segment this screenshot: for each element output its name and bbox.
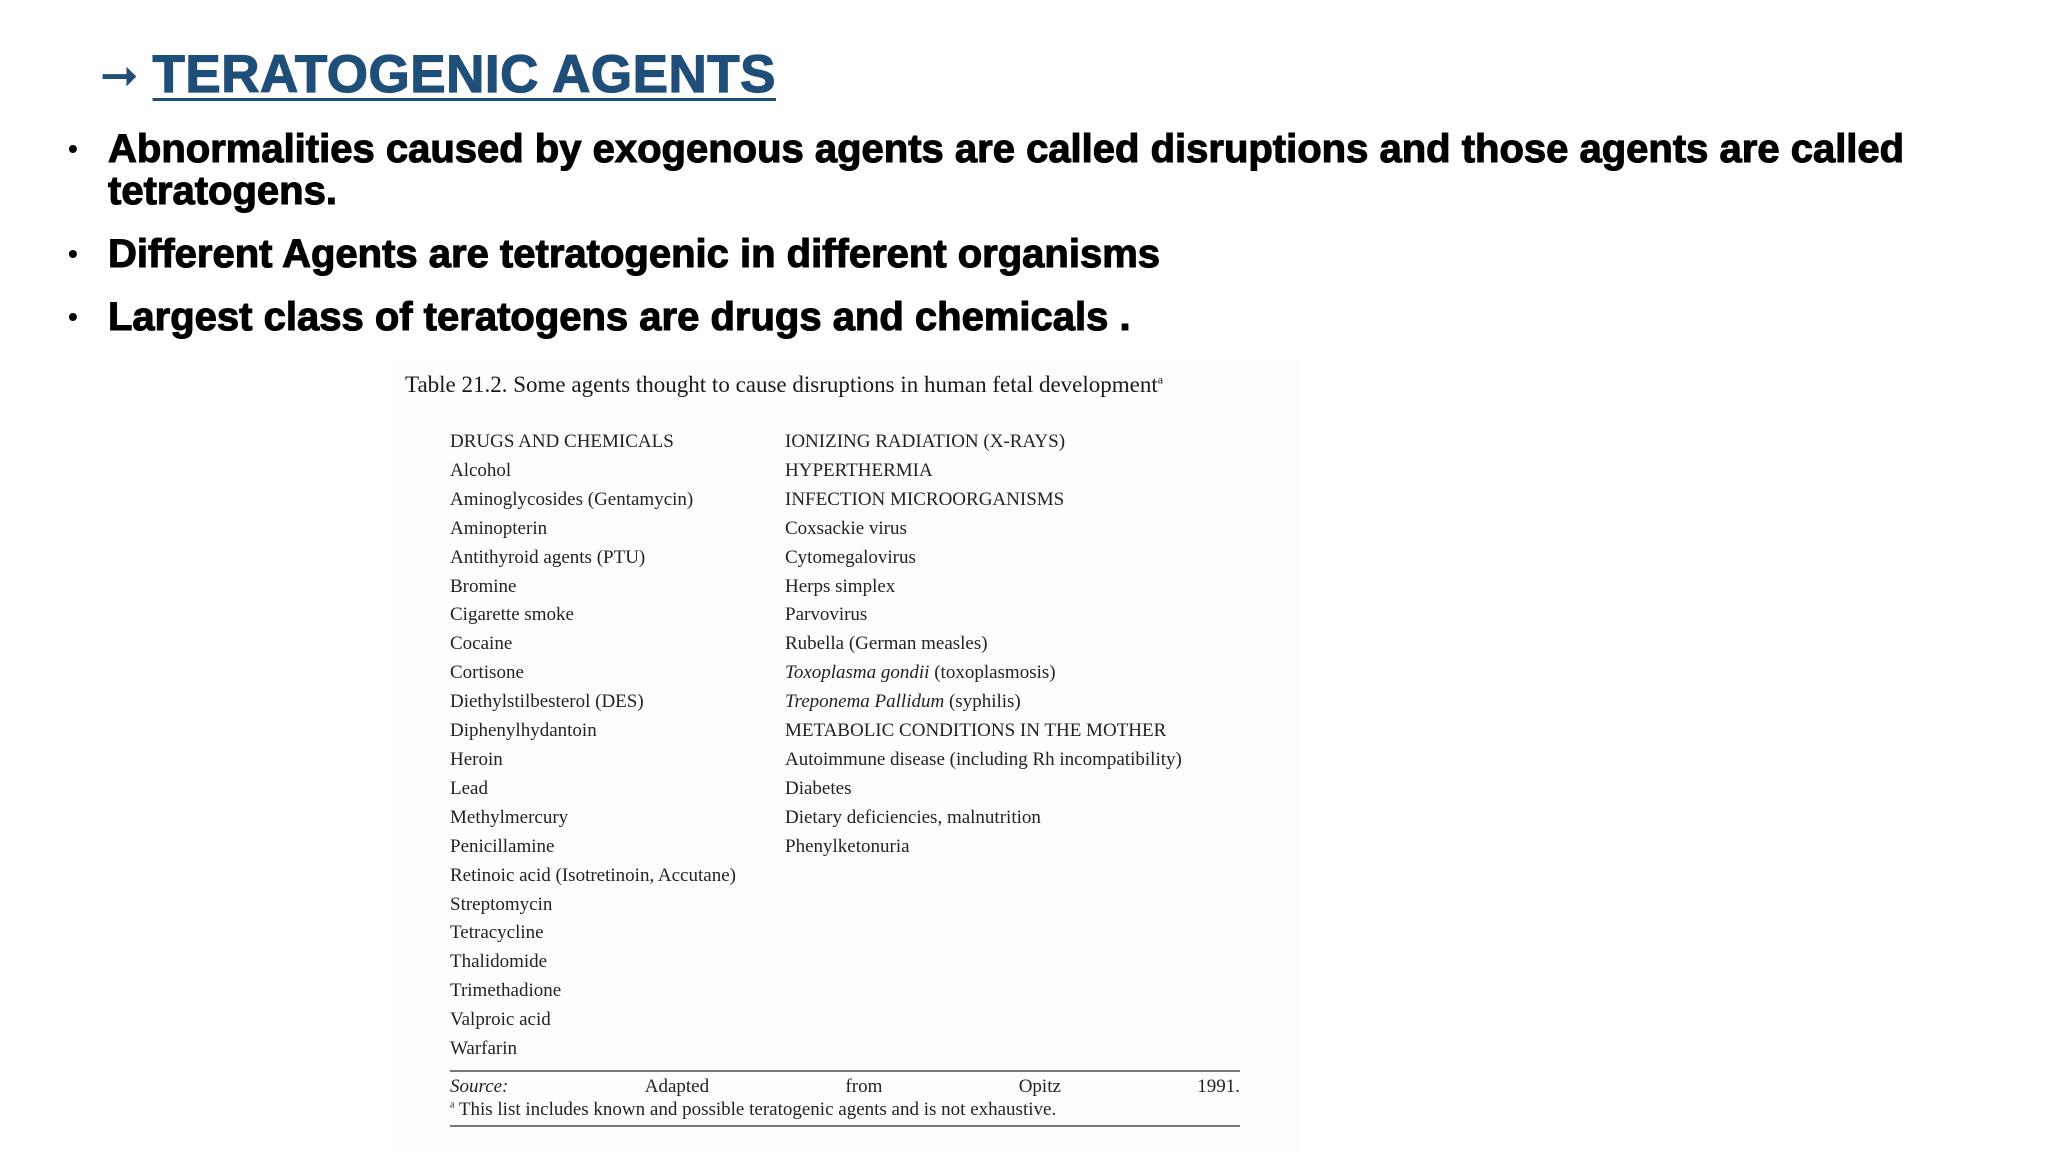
- table-entry: Lead: [450, 777, 488, 799]
- table-entry: Dietary deficiencies, malnutrition: [785, 806, 1041, 828]
- table-entry: Methylmercury: [450, 806, 569, 828]
- table-entry: Herps simplex: [785, 575, 896, 597]
- table-entry: Streptomycin: [450, 893, 553, 915]
- source-label: Source:: [450, 1076, 509, 1097]
- table-entry: Heroin: [450, 748, 503, 770]
- table-entry: Phenylketonuria: [785, 835, 910, 857]
- table-entry: Aminoglycosides (Gentamycin): [450, 488, 694, 510]
- right-arrow-icon: ➞: [100, 47, 139, 102]
- caption-text: Table 21.2. Some agents thought to cause disruptions in human fetal development: [405, 372, 1158, 397]
- caption-footnote-marker: a: [1157, 372, 1164, 387]
- table-footnote: [450, 1099, 1056, 1121]
- organism-name: Toxoplasma gondii: [785, 662, 930, 684]
- bullet-text: Largest class of teratogens are drugs and chemicals .: [108, 295, 1131, 339]
- table-divider-top: [450, 1070, 1240, 1072]
- condition-name: (toxoplasmosis): [929, 662, 1056, 684]
- bullet-dot-icon: •: [68, 238, 78, 269]
- table-entry: Cortisone: [450, 662, 524, 684]
- table-entry: Diphenylhydantoin: [450, 720, 597, 742]
- table-entry: Alcohol: [450, 459, 512, 481]
- bullet-text: Different Agents are tetratogenic in different organisms: [108, 232, 1161, 276]
- table-entry: Trimethadione: [450, 980, 562, 1002]
- table-caption: [405, 372, 1163, 398]
- right-column: [785, 428, 1182, 862]
- condition-name: (syphilis): [944, 691, 1021, 713]
- table-entry: Valproic acid: [450, 1009, 551, 1031]
- bullet-dot-icon: •: [68, 133, 78, 164]
- source-year: 1991.: [1197, 1076, 1240, 1097]
- source-line: [450, 1076, 1240, 1098]
- source-word: Opitz: [1018, 1076, 1061, 1097]
- slide-title: TERATOGENIC AGENTS: [152, 45, 776, 104]
- table-entry: INFECTION MICROORGANISMS: [785, 488, 1065, 510]
- title-row: [100, 44, 776, 105]
- table-divider-bottom: [450, 1125, 1240, 1127]
- table-entry: Rubella (German measles): [785, 633, 988, 655]
- source-word: Adapted: [644, 1076, 710, 1097]
- bullet-text: Abnormalities caused by exogenous agents are called disruptions and those agents are called tetratogens.: [108, 127, 1905, 213]
- bullet-item: [68, 128, 1968, 212]
- table-entry: Antithyroid agents (PTU): [450, 546, 646, 568]
- table-entry: METABOLIC CONDITIONS IN THE MOTHER: [785, 720, 1167, 742]
- table-entry: Penicillamine: [450, 835, 555, 857]
- table-entry: Bromine: [450, 575, 517, 597]
- footnote-marker: a: [450, 1099, 455, 1111]
- bullet-list: [68, 128, 1968, 359]
- left-column: [450, 428, 736, 1064]
- table-entry: Autoimmune disease (including Rh incompatibility): [785, 748, 1182, 770]
- table-entry: Parvovirus: [785, 604, 868, 626]
- bullet-item: [68, 233, 1968, 275]
- organism-name: Treponema Pallidum: [785, 691, 945, 713]
- table-entry: Diethylstilbesterol (DES): [450, 691, 644, 713]
- footnote-text: This list includes known and possible teratogenic agents and is not exhaustive.: [454, 1099, 1057, 1120]
- bullet-item: [68, 296, 1968, 338]
- table-entry: Cigarette smoke: [450, 604, 574, 626]
- table-entry: Aminopterin: [450, 517, 548, 539]
- table-entry: Retinoic acid (Isotretinoin, Accutane): [450, 864, 736, 886]
- table-entry: [785, 688, 1182, 717]
- table-entry: Thalidomide: [450, 951, 548, 973]
- table-entry: IONIZING RADIATION (X-RAYS): [785, 431, 1066, 452]
- table-entry: Coxsackie virus: [785, 517, 907, 539]
- table-entry: HYPERTHERMIA: [785, 459, 933, 481]
- table-entry: Warfarin: [450, 1038, 518, 1060]
- table-entry: Cytomegalovirus: [785, 546, 916, 568]
- table-entry: Cocaine: [450, 633, 513, 655]
- table-entry: Diabetes: [785, 777, 852, 799]
- teratogen-table: [395, 360, 1300, 1152]
- bullet-dot-icon: •: [68, 301, 78, 332]
- table-entry: DRUGS AND CHEMICALS: [450, 431, 674, 452]
- table-entry: Tetracycline: [450, 922, 544, 944]
- table-entry: [785, 659, 1182, 688]
- source-word: from: [845, 1076, 883, 1097]
